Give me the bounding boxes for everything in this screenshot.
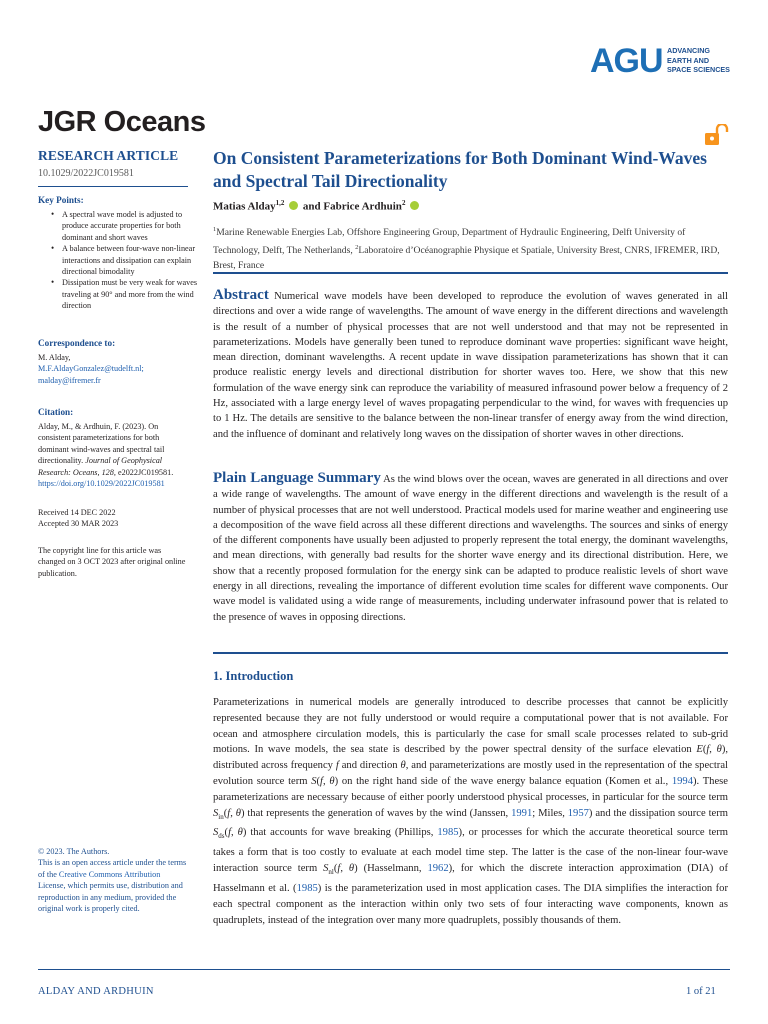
license-text-2: License, which permits use, distribution and reproduction in any medium, provided the original work is properly cited.	[38, 881, 183, 914]
footer-divider	[38, 969, 730, 970]
received-date: Received 14 DEC 2022	[38, 508, 116, 517]
intro-paragraph: Parameterizations in numerical models are generally introduced to describe processes that cannot be explicitly represented because they are not fully understood or would require a computational power that is not available. For ocean and atmosphere circulation models, this is particularly the case for small scale processes related to sub-grid motions. In wave models, the sea state is described by the power spectral density of the surface elevation E(f, θ), distributed across frequency f and direction θ, and parameterizations are mostly used in the representation of the spectral evolution source term S(f, θ) on the right hand side of the wave energy balance equation (Komen et al., 1994). These parameterizations are necessary because of either poorly understood physical processes, in particular for the source term $S_{in}(f$, θ) that represents the generation of waves by the wind (Janssen, 1991; Miles, 1957) and the dissipation source term $S_{ds}(f$, θ) that accounts for wave breaking (Phillips, 1985), or processes for which the accurate theoretical source term takes a form that is too costly to evaluate at each model time step. The latter is the case of the non-linear four-wave interaction source term $S_{nl}(f$, θ) (Hasselmann, 1962), for which the discrete interaction approximation (DIA) of Hasselmann et al. (1985) is the parameterization used in most application cases. The DIA simplifies the interaction for each spectral component as the interaction within only two sets of four interacting wave components, known as quadruplets, instead of the integration over many more quadruplets, possibly thousands of them.	[213, 697, 729, 926]
author-affil: 2	[401, 199, 406, 207]
page-number: 1 of 21	[686, 986, 716, 997]
citation-heading: Citation:	[38, 407, 74, 417]
citation-link[interactable]: 1957	[567, 807, 589, 819]
key-point: • Dissipation must be very weak for waves traveling at 90° and more from the wind direction	[62, 277, 200, 311]
accepted-date: Accepted 30 MAR 2023	[38, 519, 119, 529]
footer-authors: ALDAY AND ARDHUIN	[38, 986, 154, 997]
pls-heading: Plain Language Summary	[213, 470, 381, 486]
citation-block	[38, 421, 188, 489]
author-name[interactable]: and Fabrice Ardhuin	[302, 200, 402, 213]
citation-journal: Journal of Geophysical Research: Oceans, 128	[38, 456, 163, 477]
intro-heading: 1. Introduction	[213, 669, 294, 683]
orcid-icon[interactable]	[289, 201, 298, 210]
citation-text: Alday, M., & Ardhuin, F. (2023). On consistent parameterizations for both dominant wind-waves and spectral tail directionality.	[38, 422, 165, 466]
abstract	[213, 288, 728, 442]
citation-link[interactable]: 1994	[671, 775, 693, 787]
agu-tagline-line: EARTH AND	[667, 55, 710, 65]
agu-tagline-line: ADVANCING	[667, 46, 710, 55]
section-divider	[213, 272, 728, 274]
journal-title: JGR Oceans	[38, 106, 206, 138]
affiliations	[213, 222, 728, 273]
author-name[interactable]: Matias Alday	[213, 200, 276, 213]
open-access-icon	[703, 124, 729, 146]
license-block	[38, 846, 188, 914]
agu-mark: AGU	[590, 42, 663, 80]
copyright-note: The copyright line for this article was changed on 3 OCT 2023 after original online publication.	[38, 546, 186, 578]
abstract-heading: Abstract	[213, 287, 269, 303]
key-point: • A balance between four-wave non-linear interactions and dissipation can explain directional bimodality	[62, 243, 200, 277]
key-points-heading: Key Points:	[38, 195, 84, 205]
affiliation: Marine Renewable Energies Lab, Offshore Engineering Group, Department of Hydraulic Engineering, Delft University of Technology, Delft, The Netherlands,	[213, 227, 686, 257]
pls-text: As the wind blows over the ocean, waves are generated in all directions and over a wide range of wavelengths. The amount of wave energy in the different directions and wavelength is the result of a number of physical processes that are not well understood. Practical models used for marine weather and engineering use a decomposition of the wave field across all these different directions and wavelengths. The sources and sinks of energy of the different components have usually been adjusted to properly represent the total energy, the dominant wavelengths, and mean directions, with generally bad results for the shorter wave energy and its directional distribution. Here, we show that a recently proposed formulation for the energy sink can be adapted to produce realistic levels of short wave energy in all directions, revealing the importance of different evolution time scales for different wave components. Our wave model is validated using a wide range of measurements, including underwater infrasound power that is related to the presence of waves in opposing directions.	[213, 474, 728, 623]
plain-language-summary	[213, 471, 728, 625]
article-type: RESEARCH ARTICLE	[38, 148, 179, 163]
correspondence-block	[38, 352, 188, 386]
abstract-text: Numerical wave models have been developed to reproduce the evolution of waves generated in all directions and over a wide range of wavelengths. The amount of wave energy in the different directions and wavelength is the result of a number of physical processes that are not well understood and that may not be represented in parameterizations. Models have generally been tuned to reproduce dominant wave properties: significant wave height, mean direction, dominant wavelengths. A recent update in wave dissipation parameterizations has shown that it can produce realistic energy levels and directional distribution for shorter waves too. Here, we show that this new formulation of the wave energy sink can reproduce the variability of measured infrasound power below a frequency of 2 Hz, associated with a large energy level of waves propagating perpendicular to the wind, for waves with frequencies up to 1 Hz. The details are sensitive to the balance between the non-linear transfer of energy away from the wind direction, and the influence of dominant and relatively long waves on the dissipation of shorter waves in other directions.	[213, 291, 728, 440]
citation-link[interactable]: 1985	[296, 883, 318, 895]
affiliation: Laboratoire d’Océanographie Physique et Spatiale, University Brest, CNRS, IFREMER, IRD, Brest, France	[213, 245, 720, 272]
author-list	[213, 199, 728, 213]
citation-tail: , e2022JC019581.	[113, 467, 174, 477]
creative-commons-link[interactable]: Creative Commons Attribution	[58, 869, 161, 879]
agu-tagline	[667, 46, 730, 75]
citation-link[interactable]: 1991	[511, 807, 533, 819]
citation-link[interactable]: 1985	[437, 827, 459, 839]
key-points-list	[50, 209, 200, 312]
agu-tagline-line: SPACE SCIENCES	[667, 65, 730, 74]
sidebar-divider	[38, 186, 188, 187]
affil-number: 2	[355, 244, 359, 252]
license-year: © 2023. The Authors.	[38, 847, 110, 856]
author-affil: 1,2	[275, 199, 285, 207]
citation-link[interactable]: 1962	[427, 863, 449, 875]
article-doi[interactable]: 10.1029/2022JC019581	[38, 168, 134, 179]
license-text: This is an open access article under the terms of the	[38, 858, 187, 879]
correspondence-emails[interactable]: M.F.AldayGonzalez@tudelft.nl; malday@ifremer.fr	[38, 364, 144, 385]
article-title: On Consistent Parameterizations for Both Dominant Wind-Waves and Spectral Tail Directionality	[213, 148, 707, 191]
correspondence-heading: Correspondence to:	[38, 338, 116, 348]
citation-doi-link[interactable]: https://doi.org/10.1029/2022JC019581	[38, 479, 165, 489]
agu-logo	[590, 44, 730, 80]
section-divider	[213, 652, 728, 654]
correspondence-name: M. Alday,	[38, 353, 71, 362]
key-point: • A spectral wave model is adjusted to produce accurate properties for both dominant and short waves	[62, 209, 200, 243]
article-dates	[38, 507, 188, 530]
affil-number: 1	[213, 226, 217, 233]
orcid-icon[interactable]	[410, 201, 419, 210]
